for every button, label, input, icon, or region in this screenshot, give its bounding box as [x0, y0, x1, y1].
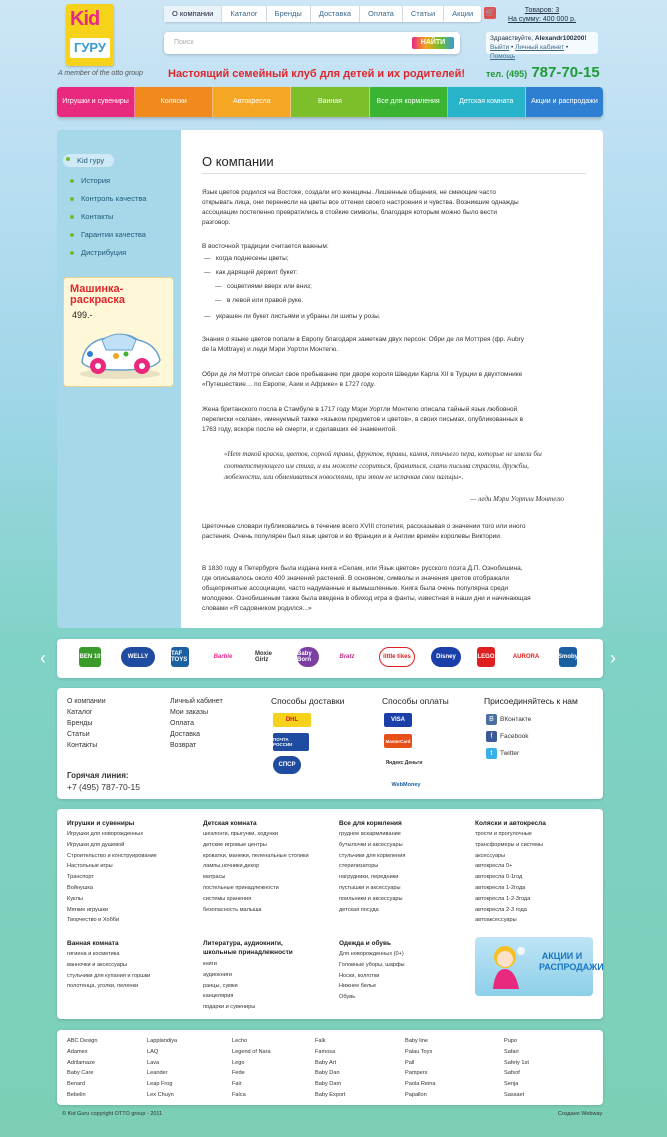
- brand-link[interactable]: Adrilamaze: [67, 1059, 95, 1066]
- cart-summary[interactable]: [508, 6, 576, 24]
- list-item-3: — соцветиями вверх или вниз;: [215, 283, 312, 290]
- sidebar-item-kidguru[interactable]: Kid гуру: [63, 154, 114, 167]
- catalog-link[interactable]: автоаксессуары: [475, 917, 517, 924]
- brand-link[interactable]: Safari: [504, 1048, 519, 1055]
- footer-link[interactable]: Возврат: [170, 742, 197, 749]
- brand-link[interactable]: ABC Design: [67, 1038, 98, 1044]
- main-content: [181, 130, 603, 628]
- category-bath[interactable]: Ванная: [291, 87, 369, 117]
- mastercard-logo: MasterCard: [384, 734, 412, 748]
- visa-logo: VISA: [384, 713, 412, 727]
- topnav-payment[interactable]: Оплата: [360, 6, 403, 22]
- user-panel: Здравствуйте, Alexandr100200! Выйти • Личный кабинет • Помощь: [486, 32, 598, 54]
- brand-link[interactable]: Leap Frog: [147, 1081, 173, 1088]
- brand-logo[interactable]: LEGO: [477, 647, 495, 667]
- phone-number: 787-70-15: [531, 64, 600, 81]
- carousel-next-icon[interactable]: ›: [610, 648, 616, 668]
- catalog-link[interactable]: бутылочки и аксессуары: [339, 841, 403, 848]
- quote-author: — леди Мэри Уортли Монтегю: [470, 495, 564, 503]
- brand-link[interactable]: Falk: [315, 1038, 326, 1044]
- sidebar-item-history[interactable]: История: [67, 176, 110, 185]
- brand-logo[interactable]: Baby Born: [297, 647, 319, 667]
- category-kids-room[interactable]: Детская комната: [448, 87, 526, 117]
- brand-link[interactable]: Pupo: [504, 1038, 518, 1044]
- category-sales[interactable]: Акции и распродажи: [526, 87, 603, 117]
- brand-link[interactable]: Fair: [232, 1081, 242, 1088]
- list-item-5: — украшен ли букет листьями и убраны ли шипы у розы.: [204, 313, 381, 320]
- brand-link[interactable]: Fede: [232, 1070, 245, 1077]
- copyright: © Kid Guru copyright OTTO group - 2011: [62, 1111, 163, 1117]
- catalog-link[interactable]: безопасность малыша: [203, 906, 262, 913]
- catalog-list-toys: [67, 829, 157, 926]
- brand-column: [504, 1036, 529, 1101]
- topnav-brands[interactable]: Бренды: [267, 6, 311, 22]
- search-bar: [164, 32, 460, 54]
- paragraph-5: Жена британского посла в Стамбуле в 1717 году Мэри Уортли Монтегю описала тайный язык любовной переписки «селам», именуемый также «языком предметов и цветов», в своих письмах, опубликованных в 1763 году, вскоре после её смерти, и сделавших её знаменитой.: [202, 406, 524, 433]
- brand-column: [147, 1036, 177, 1101]
- brand-logo[interactable]: BEN 10: [79, 647, 101, 667]
- catalog-link[interactable]: Игрушки для душевой: [67, 841, 125, 848]
- brand-link[interactable]: Benard: [67, 1081, 86, 1088]
- search-input[interactable]: Поиск: [174, 39, 194, 46]
- paragraph-2: В восточной традиции считается важным:: [202, 243, 329, 250]
- catalog-link[interactable]: постельные принадлежности: [203, 884, 279, 891]
- delivery-title: Способы доставки: [271, 696, 345, 706]
- catalog-link[interactable]: поильники и аксессуары: [339, 895, 403, 902]
- catalog-link[interactable]: Для новорожденных (0+): [339, 951, 404, 957]
- brand-logo[interactable]: AURORA: [512, 654, 540, 660]
- catalog-heading[interactable]: Все для кормления: [339, 820, 402, 827]
- hotline-number: +7 (495) 787-70-15: [67, 782, 141, 792]
- brand-logo[interactable]: Bratz: [339, 654, 355, 660]
- list-item-2: — как дарящий держит букет:: [204, 269, 298, 276]
- footer-link[interactable]: Оплата: [170, 720, 195, 727]
- catalog-list-books: [203, 959, 255, 1013]
- catalog-link[interactable]: Творчество и Хобби: [67, 917, 120, 924]
- catalog-link[interactable]: шезлонги, прыгунки, ходунки: [203, 831, 278, 837]
- category-car-seats[interactable]: Автокресла: [213, 87, 291, 117]
- category-toys[interactable]: Игрушки и сувениры: [57, 87, 135, 117]
- brand-link[interactable]: Leander: [147, 1070, 168, 1077]
- catalog-link[interactable]: Строительство и конструирование: [67, 852, 157, 859]
- sidebar-item-contacts[interactable]: Контакты: [67, 212, 113, 221]
- catalog-list-bath: [67, 949, 150, 992]
- brand-link[interactable]: Lapplandiya: [147, 1038, 178, 1044]
- catalog-link[interactable]: Головные уборы, шарфы: [339, 961, 405, 968]
- brand-link[interactable]: Baby Art: [315, 1059, 337, 1066]
- topnav-about[interactable]: О компании: [164, 6, 222, 22]
- carousel-prev-icon[interactable]: ‹: [40, 648, 46, 668]
- brand-link[interactable]: Baby line: [405, 1038, 429, 1044]
- brands-carousel: [57, 639, 603, 678]
- catalog-link[interactable]: стерилизаторы: [339, 863, 379, 870]
- brand-link[interactable]: Baby Dam: [315, 1081, 342, 1088]
- catalog-link[interactable]: Настольные игры: [67, 863, 113, 870]
- brand-link[interactable]: Palau Toys: [405, 1048, 433, 1055]
- quote-text: «Нет такой краски, цветов, сорной травы, фруктов, травы, камня, птичьего пера, которые не имели бы соответствующего им стиха, и вы можете ссориться, браниться, слать письма страсти, дружбы, любезности, или обмениваться новостями, при этом не испачкав свои пальцы».: [224, 450, 542, 481]
- cart-icon[interactable]: 🛒: [485, 8, 495, 17]
- catalog-link[interactable]: Игрушки для новорожденных: [67, 831, 144, 837]
- footer-link[interactable]: Доставка: [170, 731, 201, 738]
- catalog-link[interactable]: аксессуары: [475, 852, 506, 859]
- catalog-heading[interactable]: Ванная комната: [67, 940, 119, 947]
- brand-column: [315, 1036, 345, 1101]
- brand-link[interactable]: Baby Care: [67, 1070, 94, 1077]
- catalog-link[interactable]: трансформеры и системы: [475, 841, 544, 848]
- paragraph-7: В 1830 году в Петербурге была издана книга «Селам, или Язык цветов» русского поэта Д.П. Ознобишина, где описывалось около 400 значений растений. В основном, символы и значения цветов отображали общепринятые ассоциации, часто надуманные и вымышленные. Книга была очень популярна среди молодежи. Ознобишиным также была введена в обиход игра в фанты, известная в наши дни и начинающая словами «Я садовником родился...»: [202, 565, 531, 612]
- catalog-heading[interactable]: Литература, аудиокниги, школьные принадлежности: [203, 940, 293, 956]
- footer-link[interactable]: Контакты: [67, 742, 98, 749]
- brand-link[interactable]: Falca: [232, 1091, 246, 1098]
- catalog-link[interactable]: стульчики для кормления: [339, 852, 406, 859]
- brand-link[interactable]: Famosa: [315, 1048, 336, 1055]
- dhl-logo: DHL: [273, 713, 311, 727]
- greeting: Здравствуйте,: [490, 35, 534, 42]
- catalog-link[interactable]: нагрудники, передники: [339, 874, 399, 881]
- payment-title: Способы оплаты: [382, 696, 449, 706]
- catalog-heading[interactable]: Коляски и автокресла: [475, 820, 546, 827]
- sales-banner-text: АКЦИИ И РАСПРОДАЖИ: [539, 951, 604, 972]
- brand-link[interactable]: Lava: [147, 1059, 160, 1066]
- footer-link[interactable]: Статьи: [67, 731, 90, 738]
- paragraph-4: Обри де ля Моттре описал свое пребывание при дворе короля Шведии Карла XII в Турции в двухтомнике «Путешествие… по Европе, Азии и Африке» в 1727 году.: [202, 371, 523, 388]
- social-vk[interactable]: В ВКонтакте: [486, 716, 531, 723]
- brand-link[interactable]: Legend of Nara: [232, 1048, 271, 1055]
- catalog-link[interactable]: полотенца, уголки, пеленки: [67, 983, 139, 990]
- footer-info: [57, 688, 603, 799]
- girl-illustration-icon: [481, 941, 533, 993]
- paragraph-1: Язык цветов родился на Востоке, создали его женщины. Лишенные общения, не смеющие часто открывать лица, они перенесли на цветы все оттенки своего настроения и чувства. Возникшие однажды ассоциации постепенно превратились в стойкие символы, благодаря которым можно было вести разговор.: [202, 189, 519, 226]
- brand-logo[interactable]: WELLY: [121, 647, 155, 667]
- spsr-logo: СПСР: [273, 756, 301, 774]
- catalog-link[interactable]: автокресла 2-3 года: [475, 906, 527, 913]
- username: Alexandr100200!: [534, 35, 587, 42]
- catalog-link[interactable]: Транспорт: [67, 874, 94, 881]
- catalog-link[interactable]: автокресла 1-2года: [475, 884, 526, 891]
- logo-text-top: Kid: [70, 8, 100, 30]
- catalog-list-clothes: [339, 949, 405, 1003]
- social-title: Присоединяйтесь к нам: [484, 696, 578, 706]
- sidebar-item-guarantees[interactable]: Гарантии качества: [67, 230, 146, 239]
- brand-list: [57, 1030, 603, 1105]
- brand-link[interactable]: Papallon: [405, 1091, 427, 1098]
- brand-link[interactable]: Baby Export: [315, 1091, 346, 1098]
- promo-price: 499.-: [72, 310, 93, 320]
- list-item-4: — в левой или правой руке.: [215, 297, 304, 304]
- header-phone: [486, 64, 600, 81]
- topnav-delivery[interactable]: Доставка: [311, 6, 360, 22]
- logo[interactable]: [66, 4, 114, 66]
- catalog-list-strollers: [475, 829, 543, 926]
- catalog-link[interactable]: Мягкие игрушки: [67, 906, 109, 913]
- paragraph-3: Знания о языке цветов попали в Европу благодаря заметкам двух персон: Обри де ля Моттрея (фр. Aubry de la Mottraye) и леди Мэри Уортли Монтегю.: [202, 336, 525, 353]
- logout-link[interactable]: Выйти: [490, 44, 510, 51]
- brand-link[interactable]: Safety 1st: [504, 1059, 529, 1066]
- catalog-list-feeding: [339, 829, 405, 915]
- footer-link[interactable]: Бренды: [67, 720, 93, 727]
- title-divider: [202, 173, 586, 174]
- catalog-link[interactable]: Нижнее белье: [339, 983, 377, 990]
- catalog-link[interactable]: книги: [203, 961, 217, 967]
- catalog-link[interactable]: гигиена и косметика: [67, 951, 120, 957]
- brand-column: [67, 1036, 97, 1101]
- brand-link[interactable]: Pampers: [405, 1070, 428, 1077]
- topnav-articles[interactable]: Статьи: [403, 6, 444, 22]
- logo-text-bottom: ГУРУ: [70, 38, 110, 58]
- paragraph-6: Цветочные словари публиковались в течение всего XVIII столетия, рассказывая о значении того или иного растения. Очень популярен был язык цветов и во Франции и в Англии времён королевы Виктории.: [202, 523, 526, 540]
- sales-banner[interactable]: [475, 937, 604, 996]
- brand-link[interactable]: Paola Reina: [405, 1081, 436, 1088]
- vk-icon: В: [486, 714, 497, 725]
- yandex-money-logo: Яндекс Деньги: [385, 760, 423, 766]
- slogan: Настоящий семейный клуб для детей и их родителей!: [168, 68, 466, 80]
- footer-links-2: [170, 696, 223, 751]
- catalog-link[interactable]: стульчики для купания и горшки: [67, 972, 151, 979]
- promo-banner[interactable]: [63, 277, 174, 387]
- brand-link[interactable]: Senja: [504, 1081, 519, 1088]
- catalog-link[interactable]: Обувь: [339, 994, 356, 1001]
- category-strollers[interactable]: Коляски: [135, 87, 213, 117]
- footer-link[interactable]: Каталог: [67, 709, 93, 716]
- hotline-label: Горячая линия:: [67, 771, 129, 780]
- catalog-link[interactable]: Куклы: [67, 895, 83, 902]
- facebook-icon: f: [486, 731, 497, 742]
- topnav-promo[interactable]: Акции: [452, 9, 474, 18]
- catalog-link[interactable]: лампы,ночники,декор: [203, 863, 260, 870]
- topnav-catalog[interactable]: Каталог: [222, 6, 266, 22]
- sidebar-item-distribution[interactable]: Дистрибуция: [67, 248, 126, 257]
- social-twitter[interactable]: t Twitter: [486, 750, 519, 757]
- search-button[interactable]: НАЙТИ: [412, 37, 454, 49]
- page-title: О компании: [202, 154, 274, 169]
- help-link[interactable]: Помощь: [490, 53, 516, 60]
- catalog-link[interactable]: ванночки и аксессуары: [67, 961, 128, 968]
- brand-link[interactable]: Pall: [405, 1059, 415, 1066]
- brand-column: [232, 1036, 271, 1101]
- catalog-heading[interactable]: Одежда и обувь: [339, 940, 392, 947]
- social-facebook[interactable]: f Facebook: [486, 733, 529, 740]
- catalog-link[interactable]: ранцы, сумки: [203, 982, 238, 989]
- brand-column: [405, 1036, 435, 1101]
- catalog-link[interactable]: автокресла 1-2-3года: [475, 895, 531, 902]
- brand-link[interactable]: Baby Dan: [315, 1070, 340, 1077]
- catalog-heading[interactable]: Игрушки и сувениры: [67, 820, 135, 827]
- brand-logo[interactable]: Moxie Girlz: [255, 651, 273, 663]
- promo-title: Машинка-раскраска: [70, 283, 126, 306]
- russian-post-logo: ПОЧТА РОССИИ: [273, 733, 309, 751]
- catalog-link[interactable]: детская посуда: [339, 906, 379, 913]
- brand-link[interactable]: Lecho: [232, 1038, 248, 1044]
- catalog-link[interactable]: канцелярия: [203, 993, 234, 1000]
- list-item-1: — когда поднесены цветы;: [204, 255, 289, 262]
- catalog-link[interactable]: подарки и сувениры: [203, 1004, 256, 1011]
- category-feeding[interactable]: Все для кормления: [370, 87, 448, 117]
- sidebar-item-quality-control[interactable]: Контроль качества: [67, 194, 146, 203]
- brand-link[interactable]: Sassaet: [504, 1091, 525, 1098]
- brand-link[interactable]: Bebelin: [67, 1091, 86, 1098]
- brand-logo[interactable]: Barbie: [213, 654, 233, 660]
- catalog-list-room: [203, 829, 309, 915]
- brand-link[interactable]: Lego: [232, 1059, 245, 1066]
- catalog-link[interactable]: детские игровые центры: [203, 841, 267, 848]
- footer-link[interactable]: Личный кабинет: [170, 698, 223, 705]
- brand-logo[interactable]: Smoby: [559, 647, 577, 667]
- phone-prefix: тел. (495): [486, 69, 528, 79]
- category-bar: [57, 87, 603, 117]
- catalog-heading[interactable]: Детская комната: [203, 820, 257, 827]
- brand-link[interactable]: Lex Chuyn: [147, 1091, 174, 1098]
- catalog-link[interactable]: грудное вскармливание: [339, 831, 401, 837]
- top-navigation: [164, 6, 481, 22]
- cart-total: На сумму: 400 000 р.: [508, 16, 576, 23]
- brand-link[interactable]: Adamex: [67, 1048, 88, 1055]
- catalog-link[interactable]: кроватки, манежи, пеленальные столики: [203, 852, 309, 859]
- footer-links-1: [67, 696, 106, 751]
- otto-member-caption: A member of the otto group: [58, 70, 143, 77]
- catalog-link[interactable]: автокресла 0-1год: [475, 874, 523, 881]
- catalog-link[interactable]: аудиокниги: [203, 971, 232, 978]
- catalog-link[interactable]: Войнушка: [67, 884, 94, 891]
- toy-car-image: [76, 324, 164, 380]
- catalog-link[interactable]: системы хранения: [203, 895, 252, 902]
- brand-logo[interactable]: TAF TOYS: [171, 647, 189, 667]
- brand-link[interactable]: Safsof: [504, 1070, 520, 1077]
- catalog-link[interactable]: пустышки и аксессуары: [339, 884, 401, 891]
- catalog-link[interactable]: матрасы: [203, 874, 226, 881]
- catalog-link[interactable]: Носки, колготки: [339, 972, 380, 979]
- brand-logo[interactable]: little tikes: [379, 647, 415, 667]
- catalog-link[interactable]: автокресла 0+: [475, 863, 513, 870]
- cart-count: Товаров: 3: [524, 7, 560, 14]
- brand-link[interactable]: LAQ: [147, 1048, 159, 1055]
- cabinet-link[interactable]: Личный кабинет: [515, 44, 565, 51]
- twitter-icon: t: [486, 748, 497, 759]
- webmoney-logo: WebMoney: [391, 782, 421, 788]
- made-by-link[interactable]: Создано Webway: [558, 1111, 603, 1117]
- catalog-link[interactable]: трости и прогулочные: [475, 831, 532, 837]
- footer-link[interactable]: Мои заказы: [170, 709, 209, 716]
- footer-link[interactable]: О компании: [67, 698, 106, 705]
- brand-logo[interactable]: Disney: [431, 647, 461, 667]
